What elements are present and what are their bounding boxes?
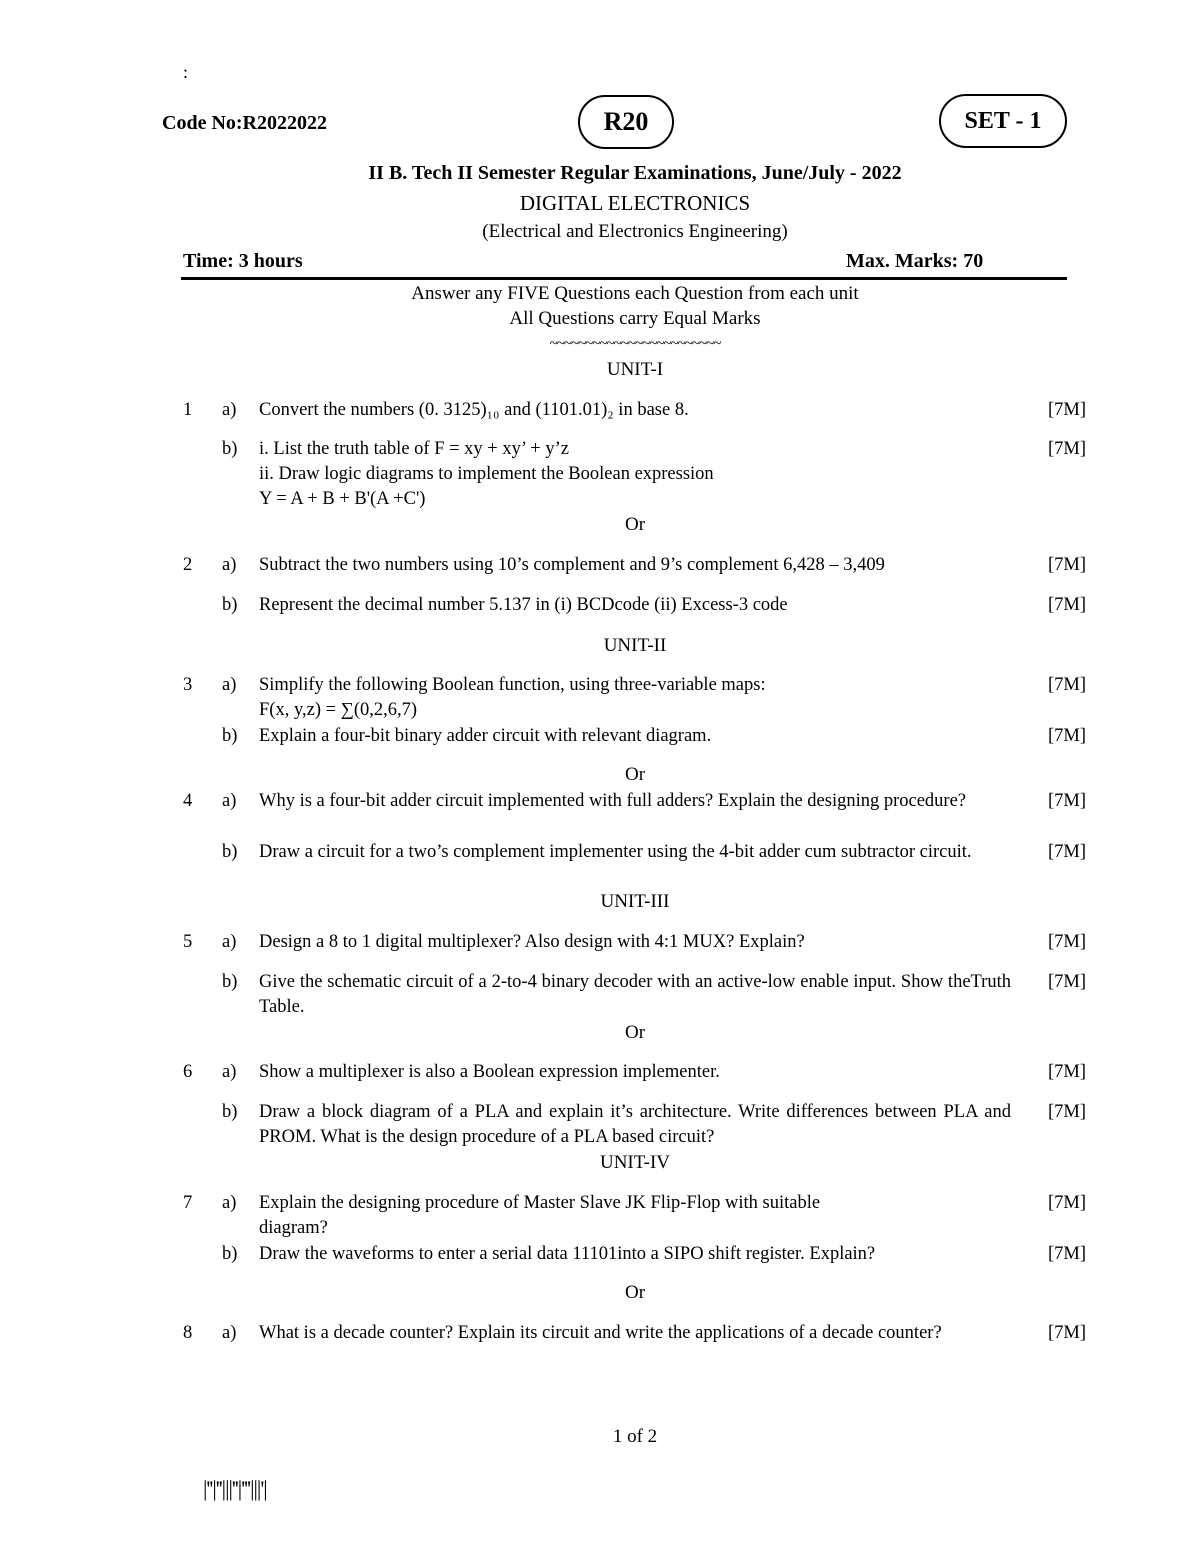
set-badge (939, 94, 1067, 148)
question-marks: [7M] (1048, 1323, 1087, 1343)
unit-2-heading: UNIT-II (603, 635, 667, 656)
question-text: Draw a circuit for a two’s complement implementer using the 4-bit adder cum subtractor circuit. (259, 842, 972, 862)
exam-title: II B. Tech II Semester Regular Examinations, June/July - 2022 (368, 162, 902, 184)
question-part: a) (222, 555, 237, 575)
question-line-1: Explain the designing procedure of Master Slave JK Flip-Flop with suitable (259, 1193, 821, 1213)
question-marks: [7M] (1048, 1244, 1087, 1264)
question-text: Give the schematic circuit of a 2-to-4 binary decoder with an active-low enable input. Show theTruth Table. (259, 972, 1011, 1017)
question-marks: [7M] (1048, 555, 1087, 575)
instruction-line-2: All Questions carry Equal Marks (509, 308, 761, 329)
question-line-1: i. List the truth table of F = xy + xy’ + y’z (259, 439, 569, 459)
question-part: a) (222, 932, 237, 952)
question-text: What is a decade counter? Explain its circuit and write the applications of a decade counter? (259, 1323, 942, 1343)
question-line-2: diagram? (259, 1218, 328, 1238)
question-text: Subtract the two numbers using 10’s complement and 9’s complement 6,428 – 3,409 (259, 555, 885, 575)
question-number: 3 (183, 675, 193, 695)
or-separator-3: Or (624, 1022, 646, 1043)
question-part: b) (222, 726, 238, 746)
question-marks: [7M] (1048, 400, 1087, 420)
question-marks: [7M] (1048, 1193, 1087, 1213)
question-part: b) (222, 1244, 238, 1264)
question-part: b) (222, 595, 238, 615)
question-marks: [7M] (1048, 726, 1087, 746)
question-marks: [7M] (1048, 595, 1087, 615)
question-number: 2 (183, 555, 193, 575)
question-part: a) (222, 1193, 237, 1213)
question-text: Why is a four-bit adder circuit implemented with full adders? Explain the designing procedure? (259, 791, 967, 811)
question-marks: [7M] (1048, 675, 1087, 695)
page-number: 1 of 2 (612, 1426, 658, 1447)
question-marks: [7M] (1048, 1062, 1087, 1082)
question-text (259, 1191, 1011, 1241)
subject-title: DIGITAL ELECTRONICS (519, 191, 751, 215)
question-text: Convert the numbers (0. 3125)₁₀ and (1101.01)₂ in base 8. (259, 400, 689, 420)
question-part: b) (222, 439, 238, 459)
question-text (259, 673, 1011, 723)
max-marks-label: Max. Marks: 70 (846, 250, 984, 272)
question-marks: [7M] (1048, 791, 1087, 811)
or-separator-1: Or (624, 514, 646, 535)
question-text: Draw a block diagram of a PLA and explain it’s architecture. Write differences between PLA and PROM. What is the design procedure of a PLA based circuit? (259, 1102, 1011, 1147)
header-rule (181, 277, 1067, 280)
question-line-2: ii. Draw logic diagrams to implement the Boolean expression (259, 464, 714, 484)
question-text: Explain a four-bit binary adder circuit with relevant diagram. (259, 726, 712, 746)
question-part: b) (222, 972, 238, 992)
question-part: a) (222, 400, 237, 420)
question-line-3: Y = A + B + B'(A +C') (259, 489, 426, 509)
question-part: a) (222, 791, 237, 811)
question-line-1: Simplify the following Boolean function, using three-variable maps: (259, 675, 766, 695)
question-text (259, 437, 1011, 512)
question-part: a) (222, 1323, 237, 1343)
branch-title: (Electrical and Electronics Engineering) (482, 221, 788, 242)
question-part: b) (222, 842, 238, 862)
code-number: Code No:R2022022 (162, 112, 327, 134)
question-part: a) (222, 675, 237, 695)
unit-1-heading: UNIT-I (606, 359, 664, 380)
unit-3-heading: UNIT-III (600, 891, 670, 912)
unit-4-heading: UNIT-IV (599, 1152, 670, 1173)
question-number: 5 (183, 932, 193, 952)
separator-line: ~~~~~~~~~~~~~~~~~~~~~~~~ (549, 336, 721, 352)
question-marks: [7M] (1048, 932, 1087, 952)
time-label: Time: 3 hours (183, 250, 303, 272)
question-text: Represent the decimal number 5.137 in (i) BCDcode (ii) Excess-3 code (259, 595, 788, 615)
question-text: Draw the waveforms to enter a serial data 11101into a SIPO shift register. Explain? (259, 1244, 876, 1264)
question-marks: [7M] (1048, 972, 1087, 992)
or-separator-2: Or (624, 764, 646, 785)
question-text: Show a multiplexer is also a Boolean expression implementer. (259, 1062, 720, 1082)
question-number: 4 (183, 791, 193, 811)
barcode-text: |''|''|||''|'''|||'| (203, 1476, 267, 1501)
or-separator-4: Or (624, 1282, 646, 1303)
question-marks: [7M] (1048, 842, 1087, 862)
question-marks: [7M] (1048, 439, 1087, 459)
question-number: 6 (183, 1062, 193, 1082)
question-part: a) (222, 1062, 237, 1082)
question-number: 8 (183, 1323, 193, 1343)
question-text: Design a 8 to 1 digital multiplexer? Also design with 4:1 MUX? Explain? (259, 932, 805, 952)
set-label: SET - 1 (964, 107, 1042, 134)
stray-colon: : (183, 62, 189, 82)
question-marks: [7M] (1048, 1102, 1087, 1122)
question-number: 1 (183, 400, 193, 420)
regulation-label: R20 (603, 107, 649, 136)
instruction-line-1: Answer any FIVE Questions each Question from each unit (411, 283, 859, 304)
regulation-badge (578, 95, 674, 149)
question-part: b) (222, 1102, 238, 1122)
question-line-2: F(x, y,z) = ∑(0,2,6,7) (259, 700, 418, 720)
question-number: 7 (183, 1193, 193, 1213)
